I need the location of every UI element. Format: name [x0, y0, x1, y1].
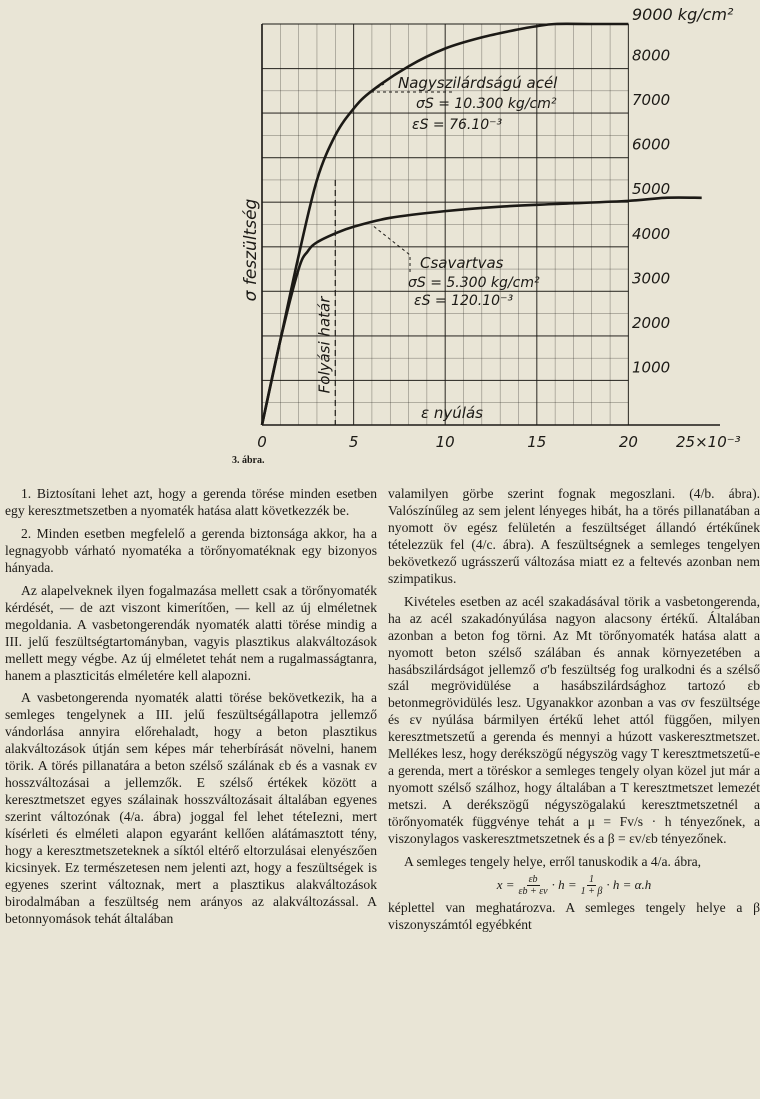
formula-fraction-1 — [519, 874, 548, 897]
y-tick-label: 1000 — [632, 358, 671, 377]
paragraph-1: 1. Biztosítani lehet azt, hogy a gerenda törése minden esetben egy keresztmetszetben a nyomaték hatása alatt következzék be. — [5, 486, 377, 518]
y-tick-label: 4000 — [632, 224, 671, 243]
y-tick-label: 3000 — [632, 269, 671, 288]
x-tick-label: 10 — [435, 433, 455, 451]
paragraph-8: képlettel van meghatározva. A semleges tengely helye a β viszonyszámtól egyébként — [388, 899, 760, 932]
yield-limit-label: Folyási határ — [315, 296, 334, 394]
y-axis-label: σ feszültség — [241, 198, 261, 302]
neutral-axis-formula — [388, 874, 760, 897]
formula-frac1-numerator: εb — [528, 873, 538, 885]
chart-marks — [241, 5, 741, 451]
y-tick-label: 7000 — [632, 91, 671, 110]
annotation-steel1-sigma: σS = 10.300 kg/cm² — [416, 96, 557, 112]
annotation-steel1-eps: εS = 76.10⁻³ — [412, 117, 503, 133]
paragraph-6: Kivételes esetben az acél szakadásával törik a vasbetongerenda, ha az acél szakadónyúlása nagyon alacsony értékű. Általában azonban a beton fog törni. Az Mt törőnyomaték hatása alatt a nyomott beton szélső szálában és annak környezetében a hasábszilárdságot jellemző σ'b feszültség fog uralkodni és a szélső szál megrövidülése a hasábszilárdsághoz tartozó εb betonmegrövidülés lesz. Ugyanakkor azonban a vas σv feszültsége és εv nyúlása bármilyen értékű lehet attól függően, milyen keresztmetszetű a gerenda és mennyi a húzott vaskeresztmetszet. Mellékes lesz, hogy derékszögű négyszög vagy T keresztmetszetű-e a gerenda, mert a töréskor a semleges tengely olyan közel jut már a nyomott szélső szálhoz, hogy általában a T keresztmetszet lemezét metszi. A derékszögű négyszögalakú keresztmetszetnél a törőnyomaték függvénye tehát a μ = Fv/s · h tényezőnek, a viszonylagos vaskeresztmetszetnek és a β = εv/εb tényezőnek. — [388, 593, 760, 847]
annotation-steel2-name: Csavartvas — [420, 254, 504, 272]
figure-caption: 3. ábra. — [232, 455, 265, 466]
paragraph-4: A vasbetongerenda nyomaték alatti törése bekövetkezik, ha a semleges tengelynek a III. jelű feszültségállapotra jellemző vándorlása annyira előrehaladt, hogy a beton plasztikus alakváltozások útján sem képes már teherbírását növelni, hanem törik. A törés pillanatára a beton szélső szálának εb és a vasnak εv hosszváltozásai a jellemzők. E szélső értékek között a keresztmetszet egyes szálainak hosszváltozásait általában egyenes szerint változónak (4/a. ábra) joggal fel lehet téteIezni, mert kísérleti és elméleti alapon egyaránt kellően alátámasztott tény, hogy a keresztmetszeteknek a síktól eltérő eltorzulásai elenyészően kicsinyek. Ez természetesen nem jelenti azt, hogy a feszültségek is egyenes szerint változnak, mert a plasztikus alakváltozások birodalmában a feszültség nem arányos az alakváltozással. A betonnyomások tehát általában — [5, 690, 377, 926]
formula-rhs: · h = α.h — [606, 876, 652, 892]
paragraph-3: Az alapelveknek ilyen fogalmazása mellett csak a törőnyomaték kérdését, — de azt viszont kimerítően, — kell az új elméletnek megoldania. A vasbetongerendák nyomaték alatti törése mindig a III. jelű feszültségtartományban, vagyis plasztikus alakváltozások mellett megy végbe. Az új elméletet tehát nem a rugalmasságtanra, hanem a plaszticitás elméletére kell alapozni. — [5, 582, 377, 683]
formula-middle: · h = — [551, 876, 577, 892]
paragraph-2: 2. Minden esetben megfelelő a gerenda biztonsága akkor, ha a legnagyobb várható nyomatéka a törőnyomatéknak egy bizonyos hányada. — [5, 525, 377, 575]
y-unit-label: 9000 kg/cm² — [632, 5, 734, 24]
paragraph-7: A semleges tengely helye, erről tanuskodik a 4/a. ábra, — [404, 854, 702, 870]
x-tick-label: 15 — [527, 433, 547, 451]
x-axis-label: ε nyúlás — [421, 404, 483, 422]
formula-fraction-2 — [581, 874, 603, 897]
paragraph-5: valamilyen görbe szerint fognak megoszlani. (4/b. ábra). Valószínűleg az sem jelent lényeges hibát, ha a törés pillanatában a nyomott öv egész felületén a feszültséget állandó értékűnek tételezzük fel (4/c. ábra). A feszültségnek a semleges tengelyen bekövetkező ugrásszerű változása miatt ez a feltevés azonban nem szimpatikus. — [388, 486, 760, 586]
formula-frac1-denominator: εb + εv — [518, 885, 548, 897]
formula-lhs: x = — [496, 876, 515, 892]
x-tick-label: 0 — [257, 433, 267, 451]
annotation-steel2-sigma: σS = 5.300 kg/cm² — [408, 275, 540, 291]
stress-strain-chart — [0, 0, 760, 470]
formula-frac2-denominator: 1 + β — [580, 885, 603, 897]
x-tick-label: 5 — [348, 433, 359, 451]
text-column-right — [388, 486, 760, 940]
formula-frac2-numerator: 1 — [589, 873, 595, 885]
annotation-steel1-name: Nagyszilárdságú acél — [398, 74, 558, 92]
leader-line-steel2 — [372, 225, 410, 272]
annotation-steel2-eps: εS = 120.10⁻³ — [414, 293, 514, 309]
y-tick-label: 5000 — [632, 180, 671, 199]
y-tick-label: 6000 — [632, 135, 671, 154]
y-tick-label: 8000 — [632, 46, 671, 65]
x-unit-label: 25×10⁻³ — [676, 433, 741, 451]
text-column-left — [5, 486, 377, 934]
y-tick-label: 2000 — [632, 313, 671, 332]
x-tick-label: 20 — [618, 433, 638, 451]
